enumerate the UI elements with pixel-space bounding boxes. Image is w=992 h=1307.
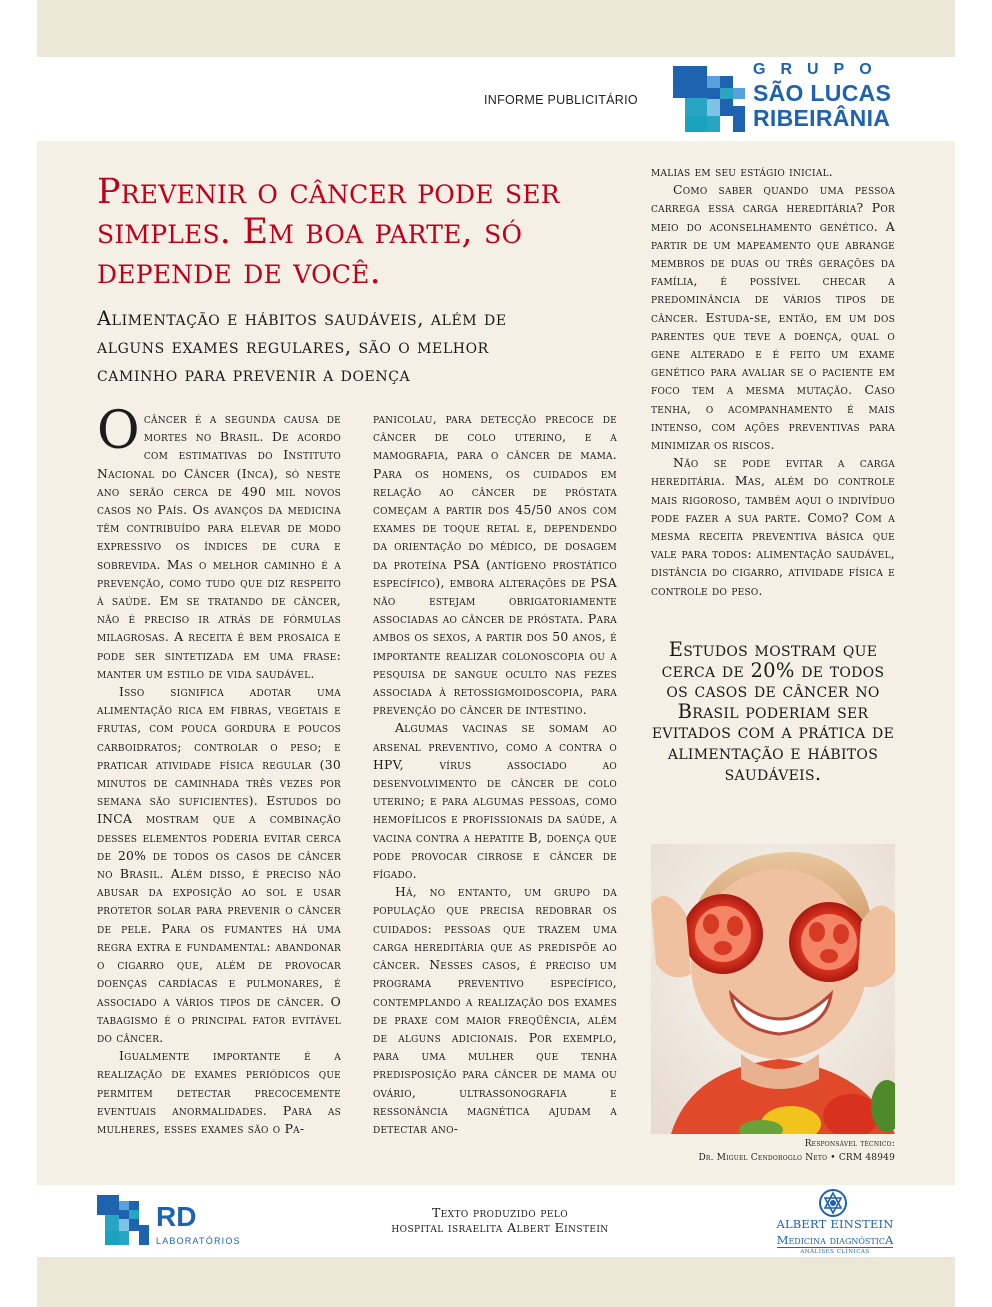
text-column-2 [373,410,617,1170]
paragraph-text: câncer é a segunda causa de mortes no Brasil. De acordo com estimativas do Instituto Nacional do Câncer (Inca), só neste ano serão cerca de 490 mil novos casos no País. Os avanços da medicina têm contribuído para elevar de modo expressivo os índices de cura e sobrevida. Mas o melhor caminho é a prevenção, como tudo que diz respeito à saúde. Em se tratando de câncer, não é preciso ir atrás de fórmulas milagrosas. A receita é bem prosaica e pode ser sintetizada em uma frase: manter um estilo de vida saudável. [97,411,341,681]
sao-lucas-logo-icon [673,66,745,132]
sao-lucas-logo-text [753,62,891,130]
advertorial-label: INFORME PUBLICITÁRIO [484,93,638,107]
paragraph: Igualmente importante é a realização de exames periódicos que permitem detectar precocemente eventuais anormalidades. Para as mulheres, esses exames são o Pa- [97,1048,341,1136]
paragraph: Algumas vacinas se somam ao arsenal preventivo, como a contra o HPV, vírus associado ao desenvolvimento de câncer de colo uterino; e para algumas pessoas, como hemofílicos e profissionais da saúde, a vacina contra a hepatite B, doença que pode provocar cirrose e câncer de fígado. [373,720,617,882]
woman-with-tomato-eyes-photo [651,844,895,1134]
paragraph: Há, no entanto, um grupo da população que precisa redobrar os cuidados: pessoas que trazem uma carga hereditária que as predispõe ao câncer. Nesses casos, é preciso um programa preventivo específico, contemplando a realização dos exames de praxe com maior freqüência, além de alguns adicionais. Por exemplo, para uma mulher que tenha predisposição para câncer de mama ou ovário, ultrassonografia e ressonância magnética ajudam a detectar ano- [373,884,617,1136]
paragraph: panicolau, para detecção precoce de câncer de colo uterino, e a mamografia, para o câncer de mama. Para os homens, os cuidados em relação ao câncer de próstata começam a partir dos 45/50 anos com exames de toque retal e, dependendo da orientação do médico, de dosagem da proteína PSA (antígeno prostático específico), embora alterações de PSA não estejam obrigatoriamente associadas ao câncer de próstata. Para ambos os sexos, a partir dos 50 anos, é importante realizar colonoscopia ou a pesquisa de sangue oculto nas fezes associada à retossigmoidoscopia, para prevenção do câncer de intestino. [373,411,617,718]
paragraph: Não se pode evitar a carga hereditária. Mas, além do controle mais rigoroso, também aqui o indivíduo pode fazer a sua parte. Como? Com a mesma receita preventiva básica que vale para todos: alimentação saudável, distância do cigarro, atividade física e controle do peso. [651,455,895,598]
technical-credit [651,1138,895,1165]
ae-line-3: ANÁLISES CLÍNICAS [800,1249,870,1255]
rd-laboratorios-logo-icon [97,1195,149,1247]
paragraph: malias em seu estágio inicial. [651,164,833,179]
credit-name: Dr. Miguel Cendoroglo Neto • CRM 48949 [698,1152,895,1163]
bottom-margin-band [37,1257,955,1307]
produced-by-note [370,1205,630,1235]
drop-cap: O [97,401,140,461]
pull-quote: Estudos mostram que cerca de 20% de todos os casos de câncer no Brasil poderiam ser evitados com a prática de alimentação e hábitos saudáveis. [651,638,895,785]
produced-line-2: hospital israelita Albert Einstein [391,1220,609,1235]
albert-einstein-logo-text [760,1219,910,1256]
article-title: Prevenir o câncer pode ser simples. Em boa parte, só depende de você. [97,172,560,292]
article-subtitle: Alimentação e hábitos saudáveis, além de alguns exames regulares, são o melhor caminho para prevenir a doença [97,307,507,386]
text-column-3 [651,163,895,633]
paragraph: Isso significa adotar uma alimentação rica em fibras, vegetais e frutas, com pouca gordura e poucos carboidratos; controlar o peso; e praticar atividade física regular (30 minutos de caminhada três vezes por semana são suficientes). Estudos do INCA mostram que a combinação desses elementos poderia evitar cerca de 20% de todos os casos de câncer no Brasil. Além disso, é preciso não abusar da exposição ao sol e usar protetor solar para prevenir o câncer de pele. Para os fumantes há uma regra extra e fundamental: abandonar o cigarro que, além de provocar doenças cardíacas e pulmonares, é associado a vários tipos de câncer. O tabagismo é o principal fator evitável do câncer. [97,684,341,1045]
paragraph [97,401,341,683]
paragraph: Como saber quando uma pessoa carrega essa carga hereditária? Por meio do aconselhamento genético. A partir de um mapeamento que abrange membros de duas ou três gerações da família, é possível checar a predominância de vários tipos de câncer. Estuda-se, então, em um dos parentes que teve a doença, qual o gene alterado e é feito um exame genético para avaliar se o paciente em foco tem a mesma mutação. Caso tenha, o acompanhamento é mais intenso, com ações preventivas para minimizar os riscos. [651,182,895,453]
produced-line-1: Texto produzido pelo [431,1205,569,1220]
ae-line-1: ALBERT EINSTEIN [776,1217,894,1231]
credit-label: Responsável técnico: [804,1139,895,1149]
logo-ribeirania: RIBEIRÂNIA [753,105,891,131]
albert-einstein-emblem-icon [818,1188,848,1218]
text-column-1 [97,401,341,1170]
logo-sao-lucas: SÃO LUCAS [753,80,892,106]
top-margin-band [37,0,955,57]
ae-line-2: Medicina diagnósticA [776,1232,894,1247]
rd-logo-sub: LABORATÓRIOS [156,1236,241,1246]
logo-grupo: GRUPO [753,61,887,78]
rd-logo-name: RD [156,1201,197,1232]
